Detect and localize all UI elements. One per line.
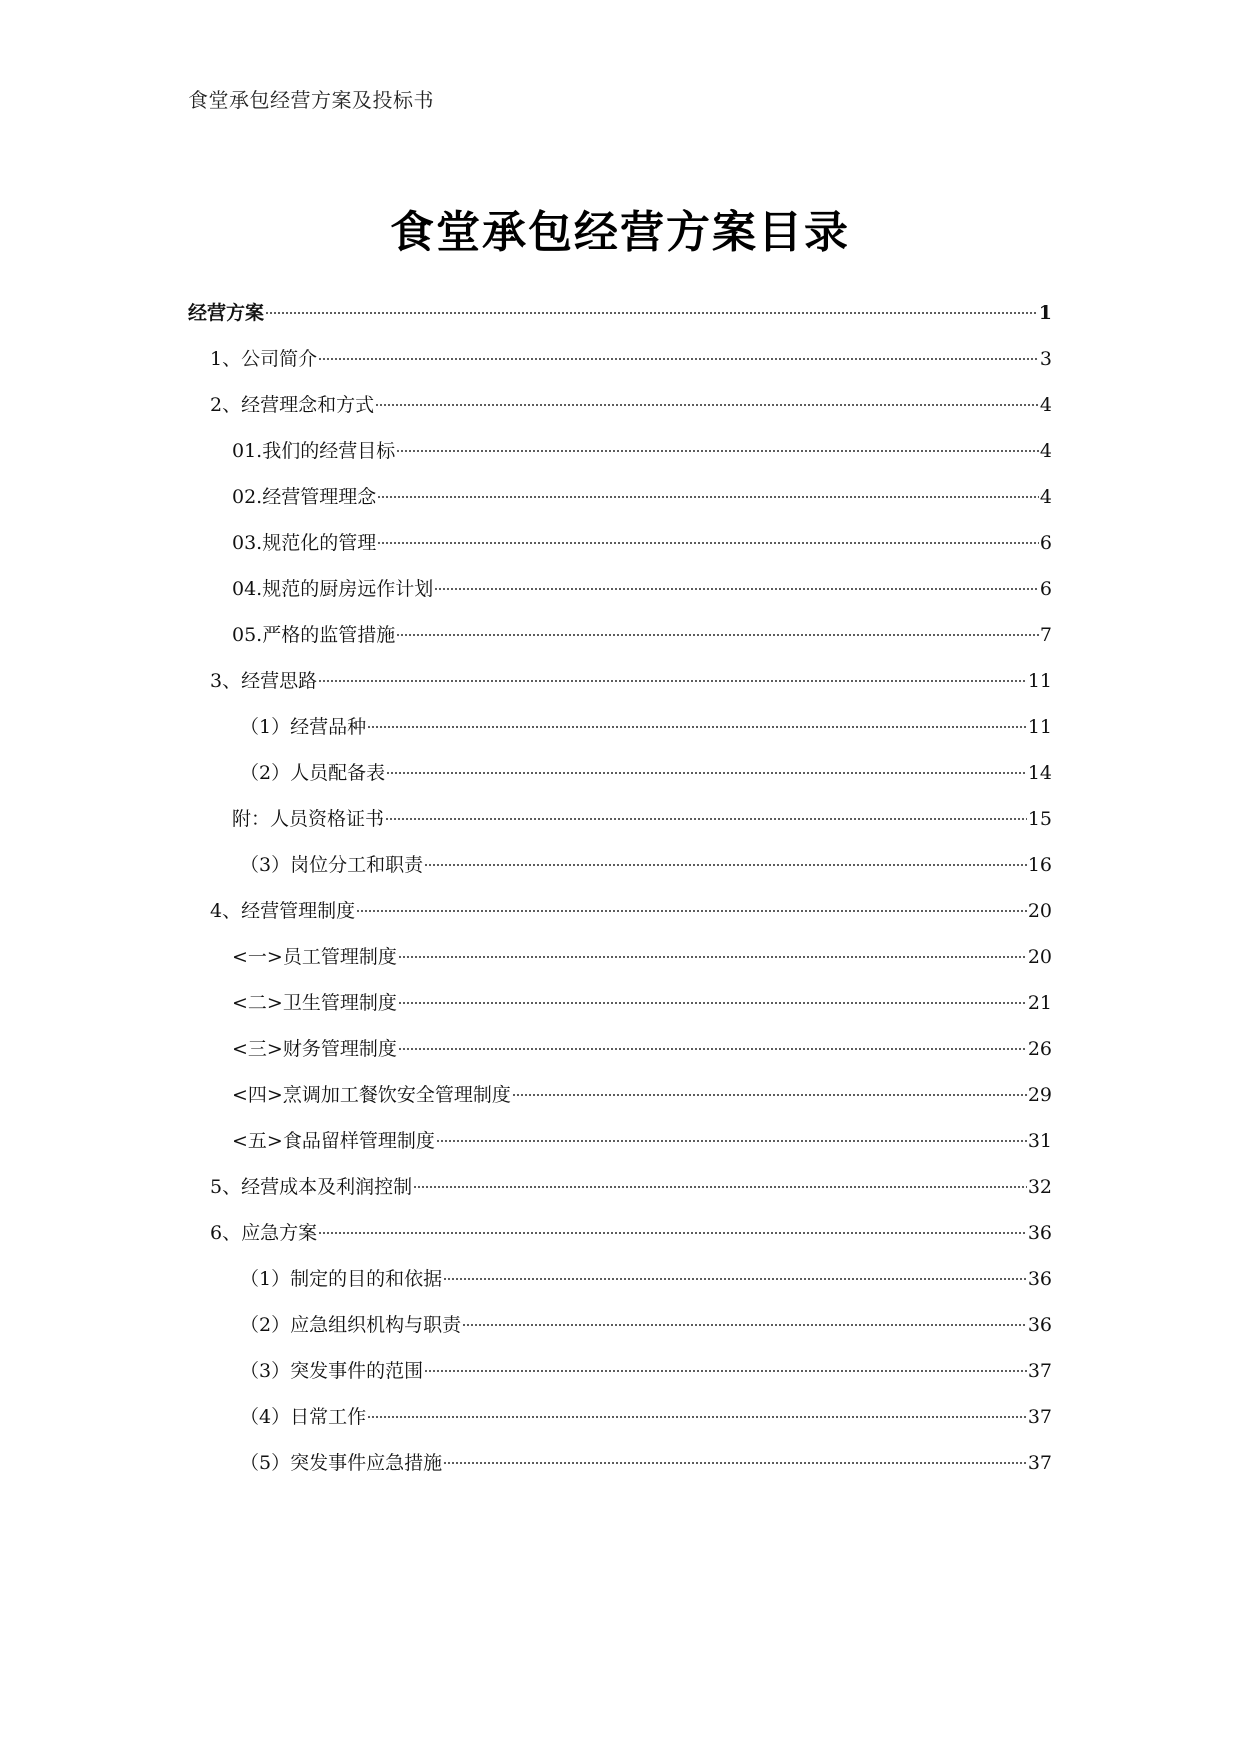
toc-entry-page-number: 15	[1027, 808, 1052, 830]
toc-entry-page-number: 37	[1027, 1360, 1052, 1382]
toc-entry-label: 4、经营管理制度	[210, 900, 356, 922]
toc-dot-leader	[424, 1370, 1027, 1372]
toc-entry[interactable]	[188, 428, 1052, 474]
toc-entry-label: 附：人员资格证书	[232, 808, 385, 830]
toc-dot-leader	[413, 1186, 1027, 1188]
toc-entry-page-number: 4	[1039, 440, 1052, 462]
toc-entry[interactable]	[188, 704, 1052, 750]
toc-entry-page-number: 11	[1027, 716, 1052, 738]
toc-dot-leader	[398, 1002, 1027, 1004]
toc-entry-label: 01.我们的经营目标	[232, 440, 396, 462]
toc-entry[interactable]	[188, 1394, 1052, 1440]
toc-entry-page-number: 1	[1038, 302, 1052, 324]
toc-dot-leader	[443, 1278, 1027, 1280]
toc-entry-label: <四>烹调加工餐饮安全管理制度	[232, 1084, 511, 1106]
toc-entry-page-number: 36	[1027, 1222, 1052, 1244]
toc-entry[interactable]	[188, 934, 1052, 980]
toc-entry[interactable]	[188, 474, 1052, 520]
toc-entry-page-number: 16	[1027, 854, 1052, 876]
toc-entry-label: 05.严格的监管措施	[232, 624, 396, 646]
toc-dot-leader	[398, 956, 1027, 958]
toc-entry[interactable]	[188, 750, 1052, 796]
toc-entry-label: <三>财务管理制度	[232, 1038, 397, 1060]
toc-dot-leader	[265, 312, 1038, 314]
toc-entry-label: 04.规范的厨房远作计划	[232, 578, 434, 600]
toc-entry-label: <二>卫生管理制度	[232, 992, 397, 1014]
toc-entry[interactable]	[188, 1302, 1052, 1348]
toc-entry-label: 5、经营成本及利润控制	[210, 1176, 413, 1198]
page-title: 食堂承包经营方案目录	[390, 207, 850, 258]
toc-entry-label: 6、应急方案	[210, 1222, 318, 1244]
toc-dot-leader	[318, 1232, 1027, 1234]
toc-entry-page-number: 20	[1027, 946, 1052, 968]
toc-entry-page-number: 36	[1027, 1268, 1052, 1290]
toc-entry-label: 02.经营管理理念	[232, 486, 377, 508]
toc-entry-page-number: 37	[1027, 1406, 1052, 1428]
toc-dot-leader	[367, 726, 1027, 728]
table-of-contents	[188, 290, 1052, 1486]
toc-dot-leader	[377, 542, 1039, 544]
toc-entry[interactable]	[188, 1026, 1052, 1072]
toc-entry[interactable]	[188, 520, 1052, 566]
toc-entry-page-number: 3	[1039, 348, 1052, 370]
toc-entry[interactable]	[188, 1348, 1052, 1394]
toc-entry[interactable]	[188, 1210, 1052, 1256]
toc-entry-label: <一>员工管理制度	[232, 946, 397, 968]
toc-entry-page-number: 6	[1039, 532, 1052, 554]
toc-entry-label: 1、公司简介	[210, 348, 318, 370]
toc-entry-page-number: 4	[1039, 394, 1052, 416]
toc-dot-leader	[462, 1324, 1027, 1326]
toc-entry-label: （4）日常工作	[240, 1406, 367, 1428]
toc-entry[interactable]	[188, 336, 1052, 382]
toc-entry-label: 3、经营思路	[210, 670, 318, 692]
toc-entry-page-number: 6	[1039, 578, 1052, 600]
toc-dot-leader	[398, 1048, 1027, 1050]
toc-entry-label: <五>食品留样管理制度	[232, 1130, 435, 1152]
toc-dot-leader	[318, 680, 1027, 682]
toc-entry-label: （3）岗位分工和职责	[240, 854, 424, 876]
toc-entry[interactable]	[188, 1118, 1052, 1164]
toc-entry-page-number: 37	[1027, 1452, 1052, 1474]
toc-dot-leader	[356, 910, 1027, 912]
toc-entry[interactable]	[188, 796, 1052, 842]
toc-entry[interactable]	[188, 290, 1052, 336]
toc-dot-leader	[396, 634, 1039, 636]
toc-entry[interactable]	[188, 382, 1052, 428]
toc-entry-page-number: 11	[1027, 670, 1052, 692]
toc-entry-label: （2）应急组织机构与职责	[240, 1314, 462, 1336]
toc-entry[interactable]	[188, 1164, 1052, 1210]
toc-dot-leader	[367, 1416, 1027, 1418]
toc-entry-label: （3）突发事件的范围	[240, 1360, 424, 1382]
toc-entry-page-number: 7	[1039, 624, 1052, 646]
toc-dot-leader	[434, 588, 1039, 590]
running-header: 食堂承包经营方案及投标书	[188, 88, 434, 112]
toc-entry[interactable]	[188, 1440, 1052, 1486]
toc-dot-leader	[386, 772, 1027, 774]
toc-dot-leader	[385, 818, 1027, 820]
toc-entry[interactable]	[188, 888, 1052, 934]
toc-entry-page-number: 14	[1027, 762, 1052, 784]
toc-entry-label: 经营方案	[188, 302, 265, 324]
toc-entry-label: 03.规范化的管理	[232, 532, 377, 554]
toc-entry-label: （1）经营品种	[240, 716, 367, 738]
toc-entry-page-number: 36	[1027, 1314, 1052, 1336]
toc-entry-page-number: 4	[1039, 486, 1052, 508]
toc-dot-leader	[375, 404, 1039, 406]
toc-dot-leader	[512, 1094, 1027, 1096]
toc-entry-label: （1）制定的目的和依据	[240, 1268, 443, 1290]
toc-entry[interactable]	[188, 980, 1052, 1026]
toc-entry-page-number: 31	[1027, 1130, 1052, 1152]
toc-entry[interactable]	[188, 566, 1052, 612]
toc-entry[interactable]	[188, 842, 1052, 888]
toc-entry[interactable]	[188, 1072, 1052, 1118]
toc-entry-label: 2、经营理念和方式	[210, 394, 375, 416]
toc-entry-page-number: 29	[1027, 1084, 1052, 1106]
toc-dot-leader	[424, 864, 1027, 866]
toc-entry-page-number: 21	[1027, 992, 1052, 1014]
toc-dot-leader	[396, 450, 1039, 452]
toc-entry-page-number: 26	[1027, 1038, 1052, 1060]
toc-entry[interactable]	[188, 1256, 1052, 1302]
toc-entry-page-number: 20	[1027, 900, 1052, 922]
toc-dot-leader	[443, 1462, 1027, 1464]
toc-entry[interactable]	[188, 658, 1052, 704]
toc-entry-label: （5）突发事件应急措施	[240, 1452, 443, 1474]
toc-dot-leader	[377, 496, 1039, 498]
toc-entry-page-number: 32	[1027, 1176, 1052, 1198]
toc-dot-leader	[318, 358, 1039, 360]
toc-entry-label: （2）人员配备表	[240, 762, 386, 784]
toc-entry[interactable]	[188, 612, 1052, 658]
toc-dot-leader	[436, 1140, 1027, 1142]
